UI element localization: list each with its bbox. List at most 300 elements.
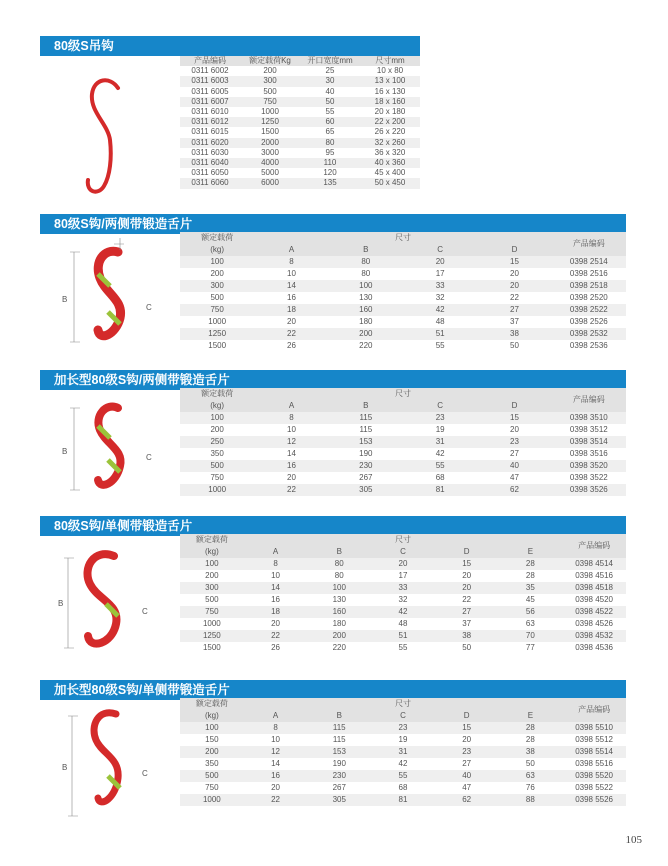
table-cell: 5000 bbox=[240, 168, 300, 178]
svg-text:B: B bbox=[62, 295, 68, 304]
table-cell: 200 bbox=[180, 746, 244, 758]
table-cell: 22 bbox=[435, 594, 499, 606]
table-header-row bbox=[180, 698, 626, 710]
table-cell: 750 bbox=[180, 606, 244, 618]
table-cell: 28 bbox=[499, 734, 563, 746]
table-cell: 40 bbox=[435, 770, 499, 782]
table-cell: 1000 bbox=[180, 794, 244, 806]
table-cell: 23 bbox=[477, 436, 551, 448]
product-table bbox=[180, 698, 626, 806]
table-row bbox=[180, 178, 420, 188]
table-cell: 42 bbox=[371, 758, 435, 770]
table-row bbox=[180, 734, 626, 746]
table-row bbox=[180, 794, 626, 806]
svg-text:C: C bbox=[142, 607, 148, 616]
section-header: 80级S钩/单侧带锻造舌片 bbox=[40, 516, 626, 536]
svg-text:B: B bbox=[62, 763, 68, 772]
table-cell: 76 bbox=[499, 782, 563, 794]
svg-text:B: B bbox=[58, 599, 64, 608]
table-cell: 55 bbox=[403, 460, 477, 472]
table-cell: 19 bbox=[403, 424, 477, 436]
table-row bbox=[180, 594, 626, 606]
table-cell: 额定载荷 bbox=[180, 232, 254, 244]
table-cell: 35 bbox=[499, 582, 563, 594]
table-cell: 0311 6002 bbox=[180, 66, 240, 76]
table-cell: 100 bbox=[180, 558, 244, 570]
table-row bbox=[180, 280, 626, 292]
table-cell: 20 bbox=[254, 316, 328, 328]
table-cell: 40 bbox=[300, 87, 360, 97]
table-cell: 0398 3520 bbox=[552, 460, 626, 472]
table-cell: 1500 bbox=[180, 340, 254, 352]
table-cell: 500 bbox=[180, 594, 244, 606]
table-header-row bbox=[180, 546, 626, 558]
svg-text:B: B bbox=[62, 447, 68, 456]
table-cell: 200 bbox=[180, 268, 254, 280]
svg-text:C: C bbox=[146, 453, 152, 462]
table-cell: 12 bbox=[244, 746, 308, 758]
table-row bbox=[180, 256, 626, 268]
table-cell: 0398 5520 bbox=[562, 770, 626, 782]
table-row bbox=[180, 117, 420, 127]
table-cell: 55 bbox=[300, 107, 360, 117]
table-cell: 28 bbox=[499, 570, 563, 582]
table-cell: 200 bbox=[329, 328, 403, 340]
table-row bbox=[180, 472, 626, 484]
table-cell: 0311 6060 bbox=[180, 178, 240, 188]
table-cell: 70 bbox=[499, 630, 563, 642]
table-cell: E bbox=[499, 546, 563, 558]
table-cell: 0398 4536 bbox=[562, 642, 626, 654]
table-row bbox=[180, 570, 626, 582]
table-cell: 0311 6040 bbox=[180, 158, 240, 168]
table-cell: 350 bbox=[180, 758, 244, 770]
table-cell: (kg) bbox=[180, 400, 254, 412]
table-cell: 50 bbox=[499, 758, 563, 770]
table-cell: 0398 5516 bbox=[562, 758, 626, 770]
table-cell: 31 bbox=[403, 436, 477, 448]
table-cell: 68 bbox=[371, 782, 435, 794]
table-cell: 115 bbox=[307, 722, 371, 734]
table-cell: 60 bbox=[300, 117, 360, 127]
product-table bbox=[180, 56, 420, 189]
table-cell: 0398 2526 bbox=[552, 316, 626, 328]
s-hook-long-double-latch-image bbox=[54, 394, 162, 506]
table-cell: 55 bbox=[403, 340, 477, 352]
table-cell: 55 bbox=[371, 770, 435, 782]
table-cell: 26 bbox=[244, 642, 308, 654]
table-cell: 50 bbox=[435, 642, 499, 654]
table-cell: 0398 3514 bbox=[552, 436, 626, 448]
table-cell: 18 bbox=[244, 606, 308, 618]
table-cell: 20 bbox=[435, 582, 499, 594]
table-cell: 0398 5510 bbox=[562, 722, 626, 734]
table-cell: 10 bbox=[244, 734, 308, 746]
table-header-row bbox=[180, 232, 626, 244]
table-cell: C bbox=[371, 546, 435, 558]
table-row bbox=[180, 582, 626, 594]
table-row bbox=[180, 460, 626, 472]
table-cell: 0398 4516 bbox=[562, 570, 626, 582]
table-cell: 2000 bbox=[240, 138, 300, 148]
table-cell: 45 x 400 bbox=[360, 168, 420, 178]
table-cell: 135 bbox=[300, 178, 360, 188]
table-cell: 0398 4522 bbox=[562, 606, 626, 618]
table-cell: 16 bbox=[254, 460, 328, 472]
table-cell: 77 bbox=[499, 642, 563, 654]
table-cell: 20 bbox=[435, 734, 499, 746]
table-cell: 80 bbox=[329, 256, 403, 268]
table-cell: 0311 6020 bbox=[180, 138, 240, 148]
table-cell: 尺寸 bbox=[244, 534, 563, 546]
table-cell: 20 bbox=[254, 472, 328, 484]
table-cell: 190 bbox=[307, 758, 371, 770]
section-header: 80级S钩/两侧带锻造舌片 bbox=[40, 214, 626, 234]
table-cell: 0398 4532 bbox=[562, 630, 626, 642]
table-cell: 0398 3516 bbox=[552, 448, 626, 460]
table-cell: 230 bbox=[329, 460, 403, 472]
table-row bbox=[180, 97, 420, 107]
table-cell: 13 x 100 bbox=[360, 76, 420, 86]
table-cell: 产品编码 bbox=[562, 534, 626, 558]
table-cell: 1000 bbox=[180, 618, 244, 630]
table-row bbox=[180, 424, 626, 436]
table-cell: 产品编码 bbox=[562, 698, 626, 722]
table-cell: 190 bbox=[329, 448, 403, 460]
table-row bbox=[180, 87, 420, 97]
table-cell: 40 bbox=[477, 460, 551, 472]
table-cell: 23 bbox=[435, 746, 499, 758]
table-cell: 100 bbox=[329, 280, 403, 292]
table-cell: 56 bbox=[499, 606, 563, 618]
table-cell: 22 x 200 bbox=[360, 117, 420, 127]
table-cell: 产品编码 bbox=[552, 388, 626, 412]
table-cell: 88 bbox=[499, 794, 563, 806]
table-cell: 1500 bbox=[180, 642, 244, 654]
table-row bbox=[180, 412, 626, 424]
table-cell: 尺寸 bbox=[254, 232, 551, 244]
table-cell: 额定载荷 bbox=[180, 388, 254, 400]
table-row bbox=[180, 304, 626, 316]
table-cell: 6000 bbox=[240, 178, 300, 188]
table-cell: 22 bbox=[477, 292, 551, 304]
table-cell: 27 bbox=[477, 448, 551, 460]
table-row bbox=[180, 168, 420, 178]
table-header-row bbox=[180, 710, 626, 722]
table-cell: D bbox=[435, 546, 499, 558]
table-cell: 115 bbox=[307, 734, 371, 746]
product-table bbox=[180, 534, 626, 654]
table-cell: 50 x 450 bbox=[360, 178, 420, 188]
table-cell: 37 bbox=[477, 316, 551, 328]
table-cell: B bbox=[307, 546, 371, 558]
table-cell: 26 bbox=[254, 340, 328, 352]
table-cell: 100 bbox=[180, 256, 254, 268]
table-row bbox=[180, 148, 420, 158]
table-cell: A bbox=[254, 244, 328, 256]
section-header: 加长型80级S钩/两侧带锻造舌片 bbox=[40, 370, 626, 390]
table-cell: 0398 4514 bbox=[562, 558, 626, 570]
table-cell: 115 bbox=[329, 424, 403, 436]
table-row bbox=[180, 782, 626, 794]
table-cell: 1000 bbox=[180, 484, 254, 496]
table-row bbox=[180, 558, 626, 570]
table-cell: 1000 bbox=[180, 316, 254, 328]
table-row bbox=[180, 316, 626, 328]
table-cell: 0398 5514 bbox=[562, 746, 626, 758]
table-cell: 115 bbox=[329, 412, 403, 424]
table-cell: 产品编码 bbox=[180, 56, 240, 66]
table-cell: 180 bbox=[329, 316, 403, 328]
table-cell: 220 bbox=[307, 642, 371, 654]
table-cell: 100 bbox=[180, 722, 244, 734]
table-cell: 220 bbox=[329, 340, 403, 352]
table-cell: 17 bbox=[371, 570, 435, 582]
table-cell: 0311 6030 bbox=[180, 148, 240, 158]
table-header-row bbox=[180, 56, 420, 66]
table-cell: 尺寸 bbox=[244, 698, 563, 710]
table-row bbox=[180, 642, 626, 654]
table-cell: 100 bbox=[307, 582, 371, 594]
table-cell: 产品编码 bbox=[552, 232, 626, 256]
table-cell: 1500 bbox=[240, 127, 300, 137]
table-cell: D bbox=[477, 400, 551, 412]
table-cell: A bbox=[244, 546, 308, 558]
table-cell: 20 bbox=[371, 558, 435, 570]
table-cell: 300 bbox=[240, 76, 300, 86]
s-hook-long-single-latch-image bbox=[60, 704, 160, 824]
table-cell: 153 bbox=[329, 436, 403, 448]
table-cell: 0398 3522 bbox=[552, 472, 626, 484]
table-row bbox=[180, 138, 420, 148]
table-cell: 4000 bbox=[240, 158, 300, 168]
table-cell: (kg) bbox=[180, 244, 254, 256]
table-cell: 20 bbox=[403, 256, 477, 268]
table-row bbox=[180, 758, 626, 770]
table-cell: 20 x 180 bbox=[360, 107, 420, 117]
table-cell: 23 bbox=[403, 412, 477, 424]
table-row bbox=[180, 606, 626, 618]
table-cell: 额定载荷 bbox=[180, 698, 244, 710]
table-cell: 8 bbox=[254, 412, 328, 424]
table-cell: 38 bbox=[499, 746, 563, 758]
table-cell: 16 bbox=[244, 594, 308, 606]
table-cell: 200 bbox=[240, 66, 300, 76]
table-cell: 0398 4526 bbox=[562, 618, 626, 630]
table-row bbox=[180, 630, 626, 642]
table-cell: 63 bbox=[499, 770, 563, 782]
table-cell: 22 bbox=[244, 630, 308, 642]
table-cell: 20 bbox=[435, 570, 499, 582]
table-cell: 81 bbox=[403, 484, 477, 496]
table-cell: 3000 bbox=[240, 148, 300, 158]
table-cell: 36 x 320 bbox=[360, 148, 420, 158]
table-cell: 42 bbox=[371, 606, 435, 618]
table-row bbox=[180, 76, 420, 86]
table-cell: A bbox=[244, 710, 308, 722]
table-cell: 200 bbox=[180, 424, 254, 436]
table-cell: 48 bbox=[371, 618, 435, 630]
table-cell: 0398 5526 bbox=[562, 794, 626, 806]
table-cell: 130 bbox=[307, 594, 371, 606]
table-cell: 25 bbox=[300, 66, 360, 76]
table-row bbox=[180, 328, 626, 340]
table-cell: 95 bbox=[300, 148, 360, 158]
table-cell: 45 bbox=[499, 594, 563, 606]
table-cell: 0398 2520 bbox=[552, 292, 626, 304]
table-cell: 27 bbox=[477, 304, 551, 316]
table-cell: 0398 5512 bbox=[562, 734, 626, 746]
table-cell: 42 bbox=[403, 448, 477, 460]
table-cell: 32 bbox=[403, 292, 477, 304]
table-cell: 22 bbox=[254, 484, 328, 496]
table-cell: 10 x 80 bbox=[360, 66, 420, 76]
table-cell: 额定载荷Kg bbox=[240, 56, 300, 66]
table-cell: 32 bbox=[371, 594, 435, 606]
table-cell: 80 bbox=[307, 558, 371, 570]
table-cell: 305 bbox=[307, 794, 371, 806]
table-cell: 500 bbox=[180, 770, 244, 782]
table-cell: 15 bbox=[477, 256, 551, 268]
table-cell: 26 x 220 bbox=[360, 127, 420, 137]
table-cell: 51 bbox=[403, 328, 477, 340]
table-cell: 27 bbox=[435, 758, 499, 770]
table-cell: 15 bbox=[435, 558, 499, 570]
table-cell: 8 bbox=[254, 256, 328, 268]
section-header: 加长型80级S钩/单侧带锻造舌片 bbox=[40, 680, 626, 700]
table-cell: 0398 5522 bbox=[562, 782, 626, 794]
table-cell: 300 bbox=[180, 280, 254, 292]
table-cell: 10 bbox=[254, 268, 328, 280]
product-table bbox=[180, 388, 626, 496]
table-cell: 200 bbox=[180, 570, 244, 582]
table-cell: 0398 3526 bbox=[552, 484, 626, 496]
table-cell: 0398 2514 bbox=[552, 256, 626, 268]
table-cell: 22 bbox=[254, 328, 328, 340]
table-cell: 62 bbox=[477, 484, 551, 496]
table-cell: 20 bbox=[477, 280, 551, 292]
table-cell: 31 bbox=[371, 746, 435, 758]
table-cell: 14 bbox=[244, 758, 308, 770]
table-cell: 0398 4520 bbox=[562, 594, 626, 606]
table-cell: 65 bbox=[300, 127, 360, 137]
table-cell: 尺寸mm bbox=[360, 56, 420, 66]
table-cell: 14 bbox=[254, 280, 328, 292]
table-cell: 47 bbox=[435, 782, 499, 794]
table-cell: 额定载荷 bbox=[180, 534, 244, 546]
table-cell: 12 bbox=[254, 436, 328, 448]
table-cell: 10 bbox=[254, 424, 328, 436]
table-cell: 0398 2522 bbox=[552, 304, 626, 316]
table-cell: 0398 2518 bbox=[552, 280, 626, 292]
table-cell: 42 bbox=[403, 304, 477, 316]
table-cell: 8 bbox=[244, 722, 308, 734]
table-cell: 47 bbox=[477, 472, 551, 484]
table-cell: 350 bbox=[180, 448, 254, 460]
table-cell: 30 bbox=[300, 76, 360, 86]
section-header: 80级S吊钩 bbox=[40, 36, 420, 56]
svg-text:C: C bbox=[142, 769, 148, 778]
table-row bbox=[180, 746, 626, 758]
table-cell: 63 bbox=[499, 618, 563, 630]
table-cell: 120 bbox=[300, 168, 360, 178]
table-cell: 300 bbox=[180, 582, 244, 594]
table-cell: B bbox=[307, 710, 371, 722]
table-cell: 33 bbox=[371, 582, 435, 594]
table-cell: (kg) bbox=[180, 710, 244, 722]
table-cell: 68 bbox=[403, 472, 477, 484]
table-cell: A bbox=[254, 400, 328, 412]
svg-text:C: C bbox=[146, 303, 152, 312]
table-cell: C bbox=[371, 710, 435, 722]
table-cell: 23 bbox=[371, 722, 435, 734]
table-cell: 0398 3510 bbox=[552, 412, 626, 424]
table-row bbox=[180, 127, 420, 137]
table-cell: 80 bbox=[300, 138, 360, 148]
table-cell: 10 bbox=[244, 570, 308, 582]
table-cell: 500 bbox=[180, 460, 254, 472]
table-row bbox=[180, 158, 420, 168]
table-row bbox=[180, 436, 626, 448]
table-row bbox=[180, 66, 420, 76]
table-cell: 0398 2536 bbox=[552, 340, 626, 352]
table-row bbox=[180, 484, 626, 496]
table-cell: C bbox=[403, 244, 477, 256]
table-cell: 153 bbox=[307, 746, 371, 758]
table-cell: 20 bbox=[244, 782, 308, 794]
table-cell: 33 bbox=[403, 280, 477, 292]
table-cell: 0311 6050 bbox=[180, 168, 240, 178]
table-cell: 150 bbox=[180, 734, 244, 746]
table-cell: 267 bbox=[329, 472, 403, 484]
table-cell: 0398 4518 bbox=[562, 582, 626, 594]
table-cell: (kg) bbox=[180, 546, 244, 558]
table-row bbox=[180, 770, 626, 782]
table-header-row bbox=[180, 534, 626, 546]
table-cell: 250 bbox=[180, 436, 254, 448]
table-cell: 200 bbox=[307, 630, 371, 642]
table-row bbox=[180, 448, 626, 460]
table-cell: 1000 bbox=[240, 107, 300, 117]
table-cell: 27 bbox=[435, 606, 499, 618]
table-cell: 16 bbox=[244, 770, 308, 782]
table-row bbox=[180, 107, 420, 117]
table-cell: 0398 2532 bbox=[552, 328, 626, 340]
table-cell: 0311 6003 bbox=[180, 76, 240, 86]
table-row bbox=[180, 722, 626, 734]
table-cell: 20 bbox=[477, 424, 551, 436]
table-cell: 18 x 160 bbox=[360, 97, 420, 107]
table-cell: 14 bbox=[254, 448, 328, 460]
s-hook-image bbox=[80, 76, 136, 200]
table-cell: 8 bbox=[244, 558, 308, 570]
s-hook-single-latch-image bbox=[54, 540, 162, 662]
table-cell: D bbox=[435, 710, 499, 722]
table-cell: 28 bbox=[499, 722, 563, 734]
table-cell: 500 bbox=[180, 292, 254, 304]
table-row bbox=[180, 292, 626, 304]
table-cell: 267 bbox=[307, 782, 371, 794]
table-cell: 230 bbox=[307, 770, 371, 782]
table-cell: 17 bbox=[403, 268, 477, 280]
table-cell: 55 bbox=[371, 642, 435, 654]
table-cell: 20 bbox=[244, 618, 308, 630]
table-cell: 160 bbox=[329, 304, 403, 316]
table-cell: 750 bbox=[180, 472, 254, 484]
table-cell: 18 bbox=[254, 304, 328, 316]
table-cell: 0311 6012 bbox=[180, 117, 240, 127]
table-cell: 0398 3512 bbox=[552, 424, 626, 436]
